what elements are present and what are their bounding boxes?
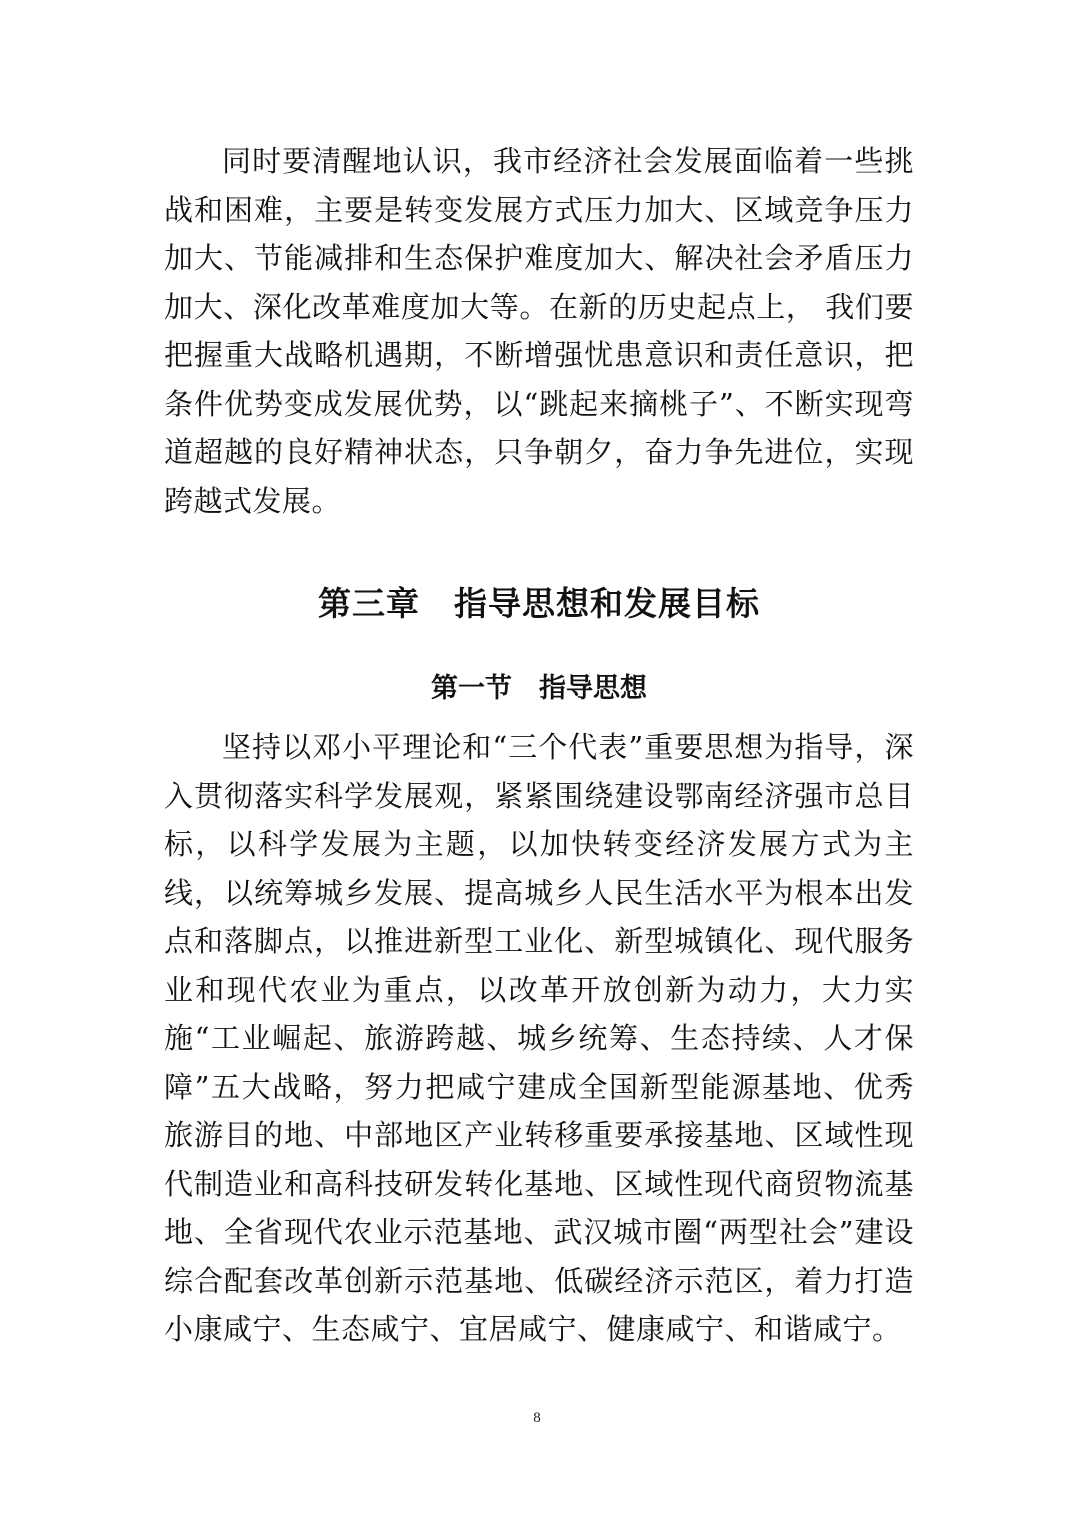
chapter-title: 第三章 指导思想和发展目标	[318, 584, 760, 623]
body-paragraph-challenges: 同时要清醒地认识，我市经济社会发展面临着一些挑战和困难，主要是转变发展方式压力加大、区域竞争压力加大、节能减排和生态保护难度加大、解决社会矛盾压力加大、深化改革难度加大等。在新的历史起点上， 我们要把握重大战略机遇期，不断增强忧患意识和责任意识，把条件优势变成发展优势，以“跳起来摘桃子”、不断实现弯道超越的良好精神状态，只争朝夕，奋力争先进位，实现跨越式发展。	[164, 144, 914, 518]
section-title: 第一节 指导思想	[431, 673, 647, 704]
page-content	[164, 137, 914, 1354]
page-number: 8	[533, 1410, 541, 1426]
body-paragraph-guiding-ideology: 坚持以邓小平理论和“三个代表”重要思想为指导，深入贯彻落实科学发展观，紧紧围绕建设鄂南经济强市总目标，以科学发展为主题，以加快转变经济发展方式为主线，以统筹城乡发展、提高城乡人民生活水平为根本出发点和落脚点，以推进新型工业化、新型城镇化、现代服务业和现代农业为重点，以改革开放创新为动力，大力实施“工业崛起、旅游跨越、城乡统筹、生态持续、人才保障”五大战略，努力把咸宁建成全国新型能源基地、优秀旅游目的地、中部地区产业转移重要承接基地、区域性现代制造业和高科技研发转化基地、区域性现代商贸物流基地、全省现代农业示范基地、武汉城市圈“两型社会”建设综合配套改革创新示范基地、低碳经济示范区，着力打造小康咸宁、生态咸宁、宜居咸宁、健康咸宁、和谐咸宁。	[164, 730, 914, 1346]
